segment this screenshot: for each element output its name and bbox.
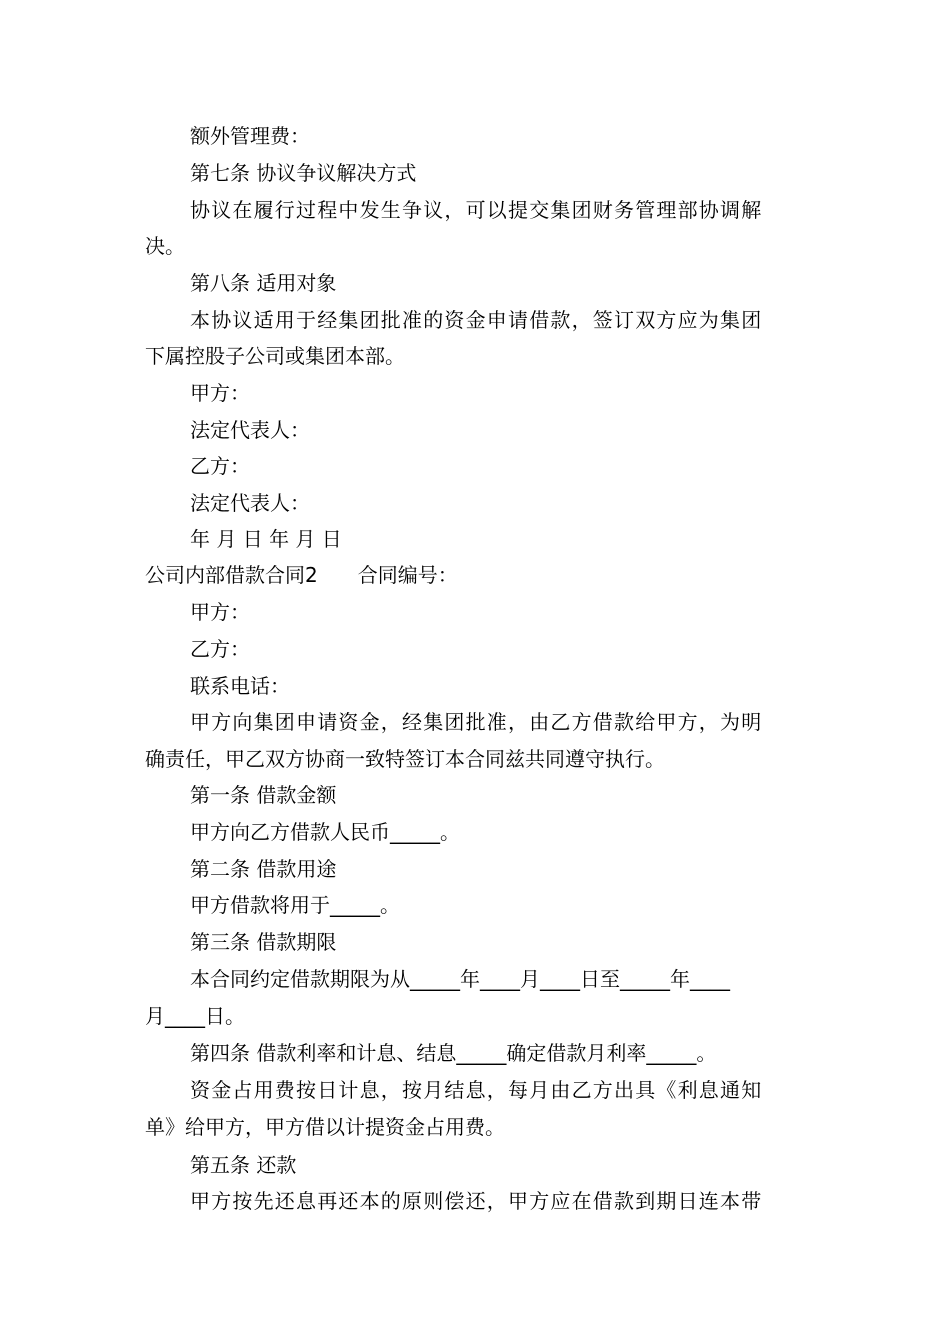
paragraph-line: 甲方向集团申请资金，经集团批准，由乙方借款给甲方，为明 — [190, 710, 763, 734]
paragraph-line: 单》给甲方，甲方借以计提资金占用费。 — [145, 1115, 505, 1139]
paragraph-line: 甲方借款将用于_____。 — [190, 893, 400, 917]
paragraph-line: 甲方向乙方借款人民币_____。 — [190, 820, 460, 844]
heading-article-8: 第八条 适用对象 — [190, 271, 337, 295]
contract-title: 公司内部借款合同2 合同编号： — [145, 563, 458, 587]
legal-rep-label: 法定代表人： — [190, 418, 310, 442]
heading-article-7: 第七条 协议争议解决方式 — [190, 161, 417, 185]
paragraph-line: 本合同约定借款期限为从_____年____月____日至_____年____ — [190, 967, 730, 991]
paragraph-line: 确责任，甲乙双方协商一致特签订本合同兹共同遵守执行。 — [145, 747, 665, 771]
legal-rep-label: 法定代表人： — [190, 491, 310, 515]
party-a-label: 甲方： — [190, 381, 250, 405]
paragraph-line: 协议在履行过程中发生争议，可以提交集团财务管理部协调解 — [190, 198, 763, 222]
party-b-label: 乙方： — [190, 637, 250, 661]
phone-label: 联系电话： — [190, 674, 290, 698]
paragraph-line: 决。 — [145, 234, 185, 258]
heading-article-2: 第二条 借款用途 — [190, 857, 337, 881]
paragraph-line: 下属控股子公司或集团本部。 — [145, 344, 405, 368]
heading-article-1: 第一条 借款金额 — [190, 783, 337, 807]
text-line-extra-fee: 额外管理费： — [190, 124, 310, 148]
date-line: 年 月 日 年 月 日 — [190, 527, 342, 551]
paragraph-line: 月____日。 — [145, 1004, 245, 1028]
heading-article-4: 第四条 借款利率和计息、结息_____确定借款月利率_____。 — [190, 1041, 717, 1065]
party-b-label: 乙方： — [190, 454, 250, 478]
party-a-label: 甲方： — [190, 600, 250, 624]
heading-article-5: 第五条 还款 — [190, 1153, 297, 1177]
paragraph-line: 甲方按先还息再还本的原则偿还，甲方应在借款到期日连本带 — [190, 1189, 763, 1213]
paragraph-line: 本协议适用于经集团批准的资金申请借款，签订双方应为集团 — [190, 308, 763, 332]
paragraph-line: 资金占用费按日计息，按月结息，每月由乙方出具《利息通知 — [190, 1078, 763, 1102]
heading-article-3: 第三条 借款期限 — [190, 930, 337, 954]
